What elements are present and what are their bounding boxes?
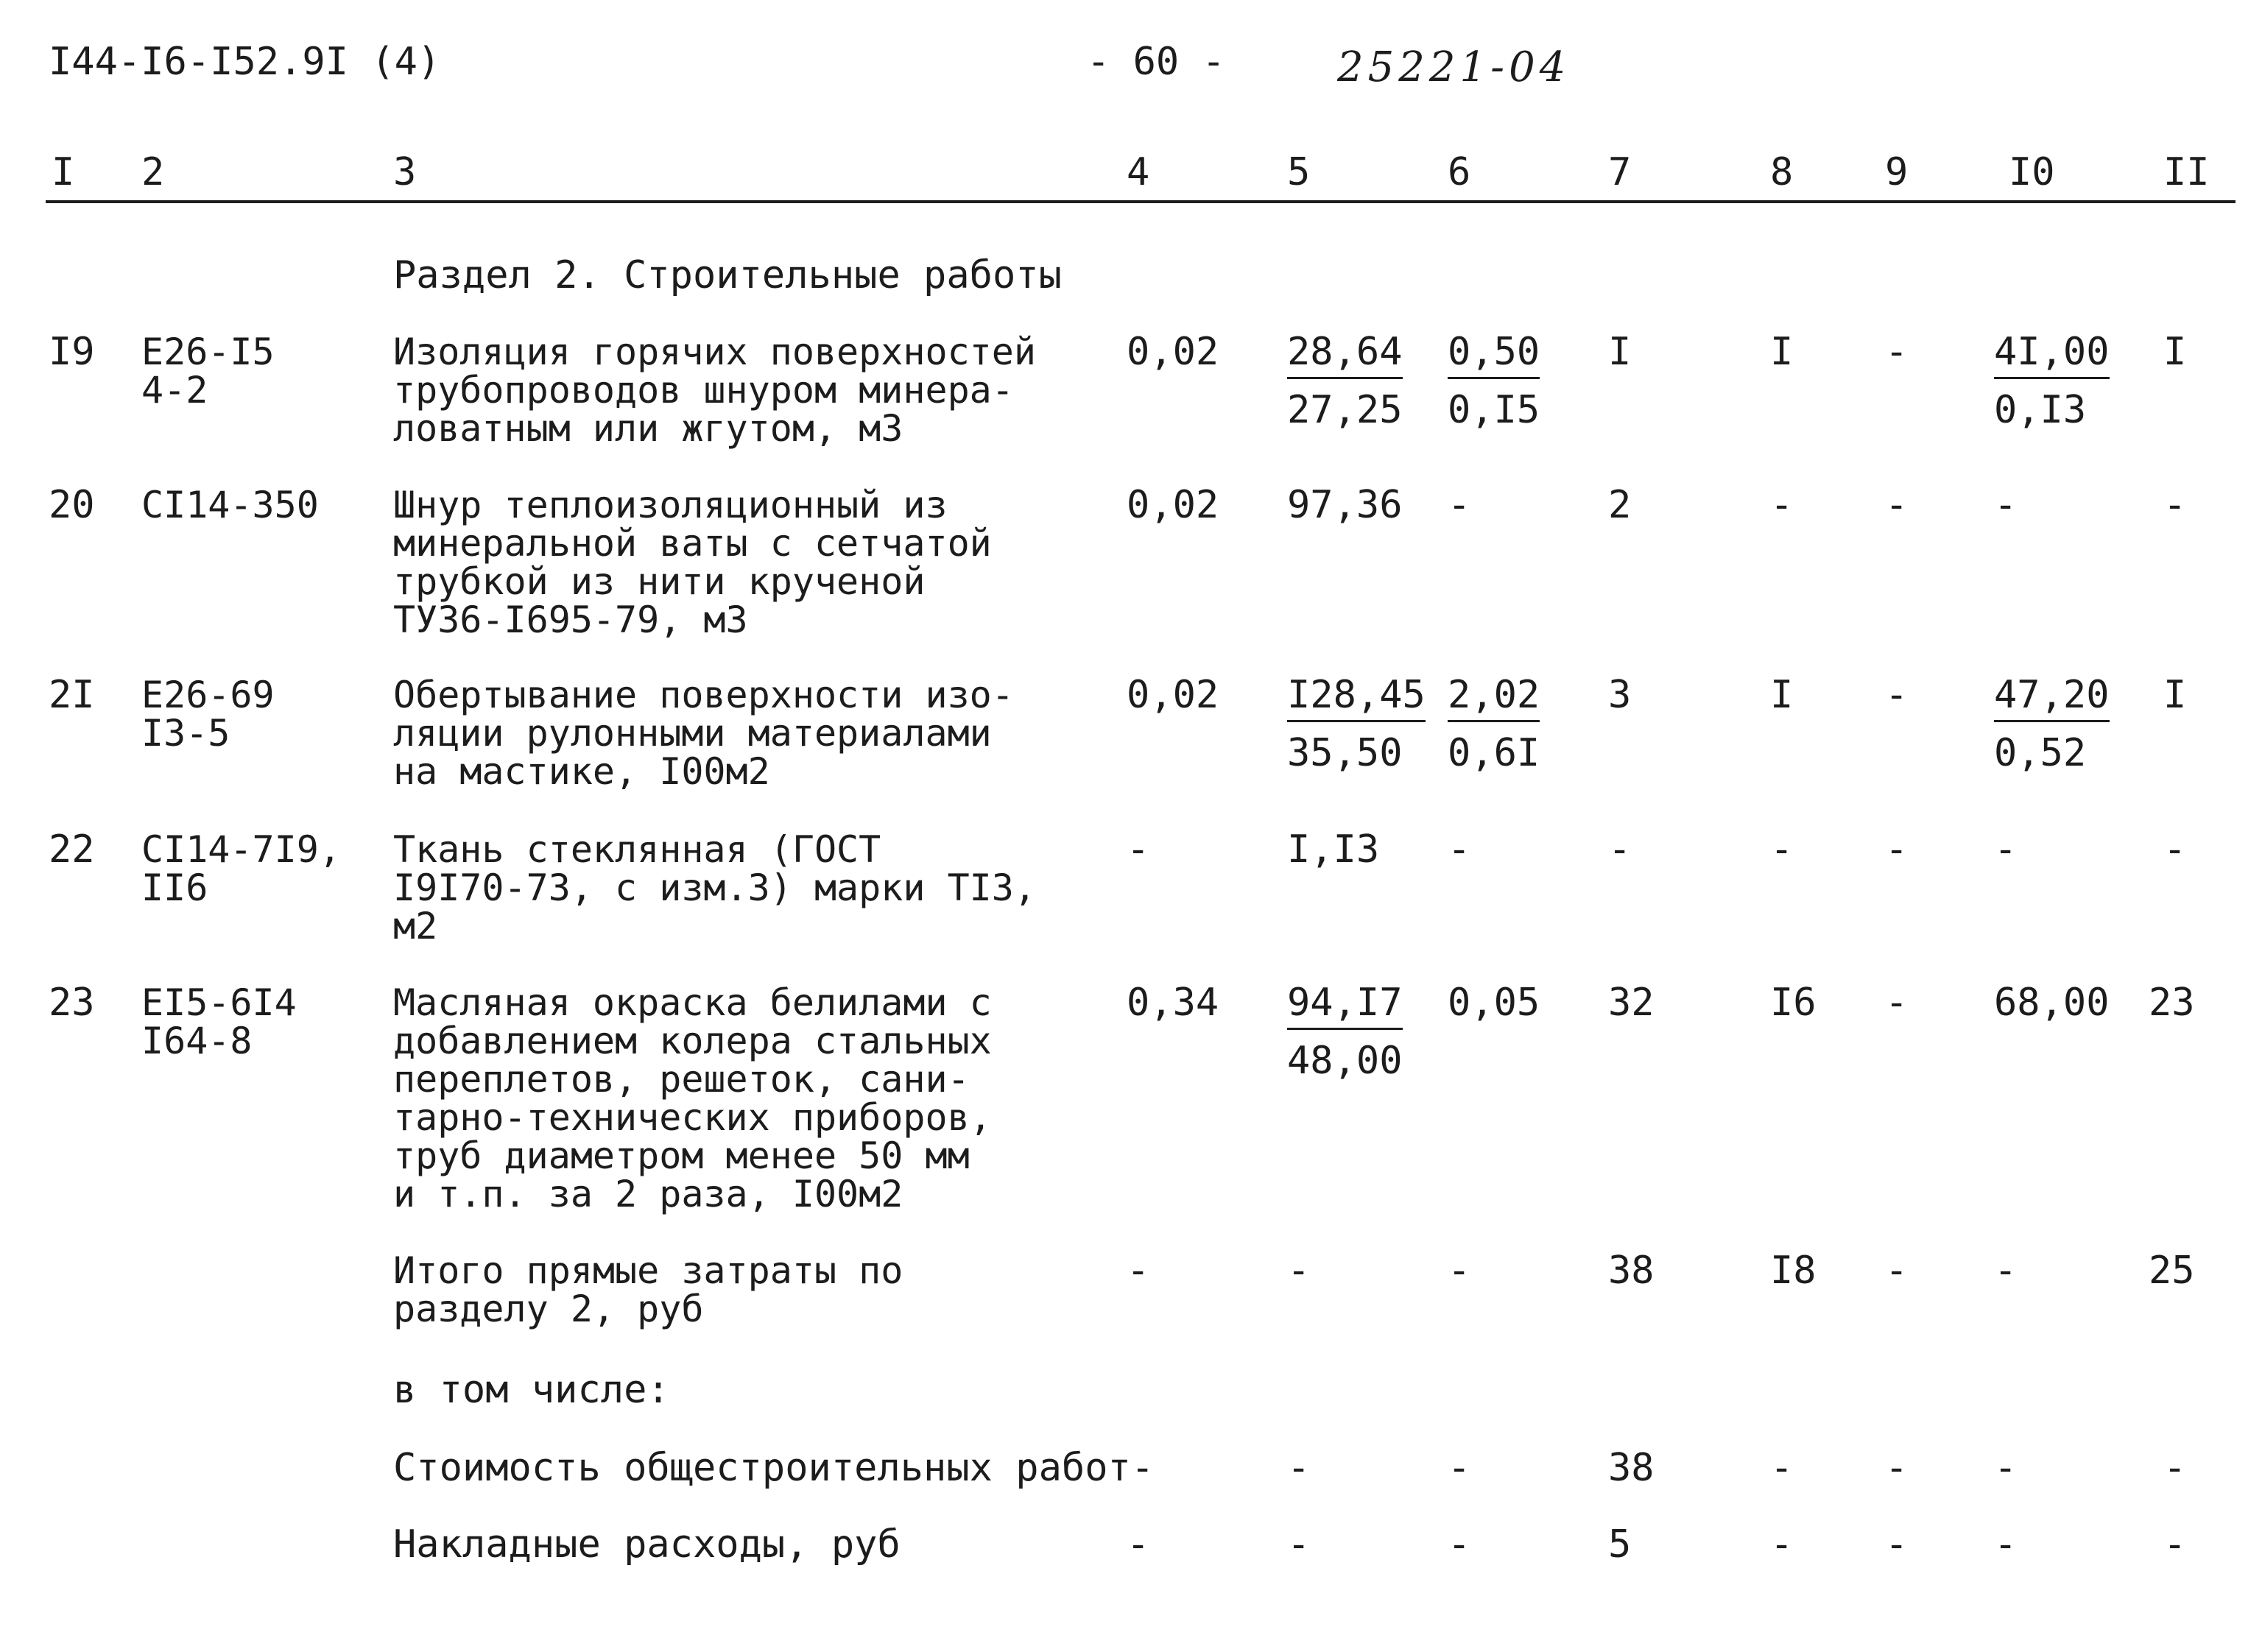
overhead-col4: - <box>1127 1522 1150 1567</box>
fraction-col10: $\frac{4I,00}{0,I3}$ <box>1994 330 2110 432</box>
overhead-col11: - <box>2163 1522 2187 1567</box>
general-construction-col5: - <box>1287 1446 1311 1490</box>
cell-col8: - <box>1770 827 1794 872</box>
column-header-10: I0 <box>2009 150 2055 194</box>
general-construction-col10: - <box>1994 1446 2018 1490</box>
overhead-label: Накладные расходы, руб <box>393 1522 901 1567</box>
overhead-col6: - <box>1448 1522 1471 1567</box>
column-header-8: 8 <box>1770 150 1794 194</box>
total-col9: - <box>1885 1249 1909 1293</box>
general-construction-col9: - <box>1885 1446 1909 1490</box>
cell-col4: 0,02 <box>1127 330 1219 374</box>
total-col4: - <box>1127 1249 1150 1293</box>
cell-col8: - <box>1770 483 1794 527</box>
row-description: Ткань стеклянная (ГОСТ I9I70-73, с изм.3) марки TI3, м2 <box>393 828 1036 947</box>
general-construction-col11: - <box>2163 1446 2187 1490</box>
column-header-7: 7 <box>1608 150 1632 194</box>
cell-col4: 0,34 <box>1127 981 1219 1025</box>
row-code: EI5-6I4 I64-8 <box>141 981 297 1062</box>
row-number: 22 <box>49 827 95 872</box>
cell-col11: I <box>2163 330 2187 374</box>
column-header-1: I <box>52 150 75 194</box>
cell-col10: - <box>1994 827 2018 872</box>
cell-col4: 0,02 <box>1127 483 1219 527</box>
general-construction-cost-label: Стоимость общестроительных работ <box>393 1446 1131 1490</box>
header-rule <box>46 200 2235 203</box>
general-construction-col7: 38 <box>1608 1446 1655 1490</box>
row-number: 2I <box>49 673 95 717</box>
cell-col10: - <box>1994 483 2018 527</box>
overhead-col5: - <box>1287 1522 1311 1567</box>
cell-col9: - <box>1885 330 1909 374</box>
row-number: I9 <box>49 330 95 374</box>
column-header-2: 2 <box>141 150 165 194</box>
cell-col8: I6 <box>1770 981 1817 1025</box>
general-construction-col6: - <box>1448 1446 1471 1490</box>
total-col6: - <box>1448 1249 1471 1293</box>
document-code: I44-I6-I52.9I (4) <box>49 40 441 84</box>
cell-col8: I <box>1770 673 1794 717</box>
row-code: E26-69 I3-5 <box>141 674 275 755</box>
cell-col4: - <box>1127 827 1150 872</box>
cell-col5: 97,36 <box>1287 483 1403 527</box>
cell-col10: 68,00 <box>1994 981 2110 1025</box>
row-description: Изоляция горячих поверхностей трубопроводов шнуром минера- ловатным или жгутом, м3 <box>393 331 1036 450</box>
row-description: Шнур теплоизоляционный из минеральной ваты с сетчатой трубкой из нити крученой ТУ36-I695-79, м3 <box>393 484 992 641</box>
handwritten-number: 25221-04 <box>1337 43 1571 91</box>
overhead-col9: - <box>1885 1522 1909 1567</box>
total-col10: - <box>1994 1249 2018 1293</box>
row-number: 23 <box>49 981 95 1025</box>
fraction-col5: $\frac{28,64}{27,25}$ <box>1287 330 1403 432</box>
cell-col11: - <box>2163 483 2187 527</box>
total-col11: 25 <box>2149 1249 2195 1293</box>
row-code: CI14-7I9, II6 <box>141 828 341 909</box>
cell-col5: I,I3 <box>1287 827 1380 872</box>
cell-col9: - <box>1885 827 1909 872</box>
cell-col7: - <box>1608 827 1632 872</box>
cell-col6: - <box>1448 827 1471 872</box>
general-construction-col8: - <box>1770 1446 1794 1490</box>
total-description: Итого прямые затраты по разделу 2, руб <box>393 1249 903 1330</box>
page-number: - 60 - <box>1087 40 1225 84</box>
column-header-3: 3 <box>393 150 417 194</box>
fraction-col10: $\frac{47,20}{0,52}$ <box>1994 673 2110 775</box>
cell-col11: - <box>2163 827 2187 872</box>
total-col7: 38 <box>1608 1249 1655 1293</box>
total-col5: - <box>1287 1249 1311 1293</box>
general-construction-col4: - <box>1131 1446 1155 1490</box>
fraction-col5: $\frac{I28,45}{35,50}$ <box>1287 673 1426 775</box>
cell-col7: 2 <box>1608 483 1632 527</box>
column-header-9: 9 <box>1885 150 1909 194</box>
row-number: 20 <box>49 483 95 527</box>
cell-col7: 32 <box>1608 981 1655 1025</box>
column-header-11: II <box>2163 150 2210 194</box>
including-label: в том числе: <box>393 1368 670 1412</box>
row-description: Обертывание поверхности изо- ляции рулонными материалами на мастике, I00м2 <box>393 674 1014 793</box>
cell-col4: 0,02 <box>1127 673 1219 717</box>
cell-col7: 3 <box>1608 673 1632 717</box>
overhead-col7: 5 <box>1608 1522 1632 1567</box>
overhead-col8: - <box>1770 1522 1794 1567</box>
row-description: Масляная окраска белилами с добавлением колера стальных переплетов, решеток, сани- тарно-технических приборов, труб диаметром менее 50 мм и т.п. за 2 раза, I00м2 <box>393 981 992 1215</box>
cell-col6: - <box>1448 483 1471 527</box>
cell-col9: - <box>1885 673 1909 717</box>
fraction-col6: $\frac{0,50}{0,I5}$ <box>1448 330 1540 432</box>
overhead-col10: - <box>1994 1522 2018 1567</box>
row-code: E26-I5 4-2 <box>141 331 275 412</box>
cell-col11: I <box>2163 673 2187 717</box>
cell-col8: I <box>1770 330 1794 374</box>
row-code: CI14-350 <box>141 484 319 526</box>
column-header-5: 5 <box>1287 150 1311 194</box>
cell-col9: - <box>1885 483 1909 527</box>
cell-col11: 23 <box>2149 981 2195 1025</box>
cell-col7: I <box>1608 330 1632 374</box>
cell-col9: - <box>1885 981 1909 1025</box>
column-header-4: 4 <box>1127 150 1150 194</box>
total-col8: I8 <box>1770 1249 1817 1293</box>
cell-col6: 0,05 <box>1448 981 1540 1025</box>
column-header-6: 6 <box>1448 150 1471 194</box>
fraction-col6: $\frac{2,02}{0,6I}$ <box>1448 673 1540 775</box>
section-title: Раздел 2. Строительные работы <box>393 253 1062 297</box>
fraction-col5: $\frac{94,I7}{48,00}$ <box>1287 981 1403 1083</box>
